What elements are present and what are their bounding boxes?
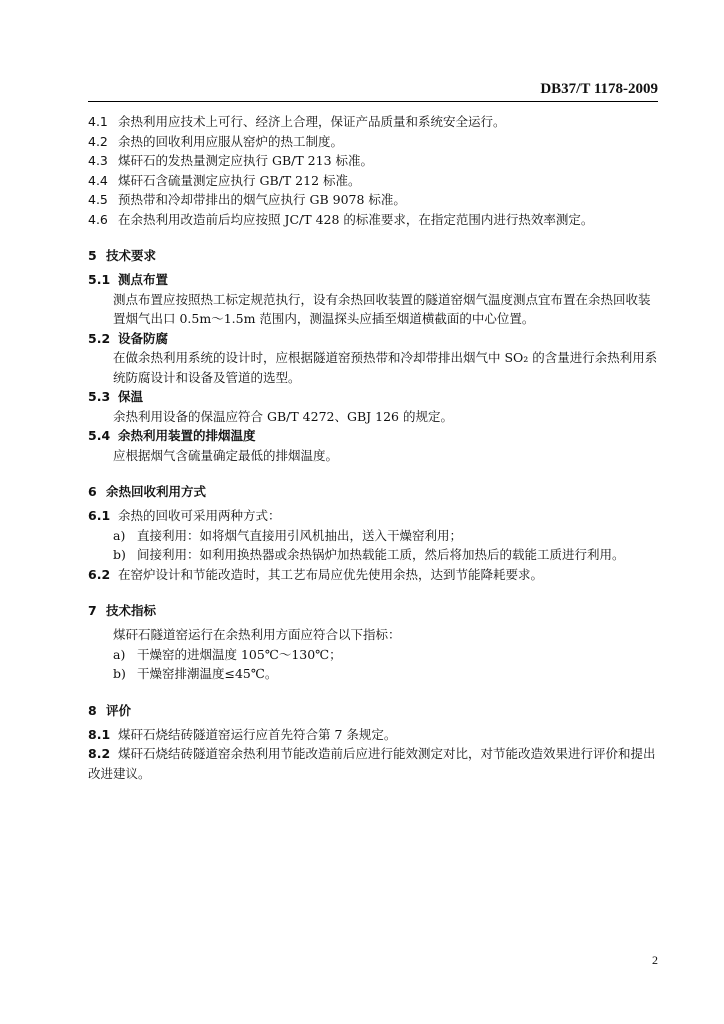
chapter-7-heading: 7 技术指标 [88,603,157,618]
chapter-5-heading: 5 技术要求 [88,248,157,263]
clause-8-1: 8.1 煤矸石烧结砖隧道窑运行应首先符合第 7 条规定。 [88,726,397,742]
clause-7-intro: 煤矸石隧道窑运行在余热利用方面应符合以下指标： [113,627,401,642]
clause-4-3: 4.3 煤矸石的发热量测定应执行 GB/T 213 标准。 [88,153,373,168]
section-4-list [88,112,658,229]
clause-4-2: 4.2 余热的回收利用应服从窑炉的热工制度。 [88,133,344,149]
clause-5-1-body: 测点布置应按照热工标定规范执行，设有余热回收装置的隧道窑烟气温度测点宜布置在余热回收装置烟气出口 0.5m～1.5m 范围内，测温探头应插至烟道横截面的中心位置。 [113,291,651,326]
clause-8-2: 8.2 煤矸石烧结砖隧道窑余热利用节能改造前后应进行能效测定对比，对节能改造效果进行评价和提出改进建议。 [88,746,656,781]
list-item: b) 间接利用：如利用换热器或余热锅炉加热载能工质，然后将加热后的载能工质进行利用。 [113,547,625,562]
chapter-8-heading: 8 评价 [88,702,132,718]
document-body [88,112,658,783]
document-code: DB37/T 1178-2009 [540,81,658,97]
clause-5-3-body: 余热利用设备的保温应符合 GB/T 4272、GBJ 126 的规定。 [113,408,453,424]
list-item: a) 直接利用：如将烟气直接用引风机抽出，送入干燥窑利用； [113,527,463,543]
chapter-6-heading: 6 余热回收利用方式 [88,484,207,499]
list-item: a) 干燥窑的进烟温度 105℃～130℃； [113,646,342,662]
clause-4-1: 4.1 余热利用应技术上可行、经济上合理，保证产品质量和系统安全运行。 [88,114,506,129]
clause-5-2-heading: 5.2 设备防腐 [88,330,169,346]
clause-5-2-body: 在做余热利用系统的设计时，应根据隧道窑预热带和冷却带排出烟气中 SO₂ 的含量进行余热利用系统防腐设计和设备及管道的选型。 [113,350,658,385]
clause-6-1: 6.1 余热的回收可采用两种方式： [88,508,281,523]
clause-5-4-body: 应根据烟气含硫量确定最低的排烟温度。 [113,447,339,463]
clause-4-4: 4.4 煤矸石含硫量测定应执行 GB/T 212 标准。 [88,172,361,188]
clause-6-2: 6.2 在窑炉设计和节能改造时，其工艺布局应优先使用余热，达到节能降耗要求。 [88,566,544,582]
clause-5-1-heading: 5.1 测点布置 [88,272,169,287]
clause-4-5: 4.5 预热带和冷却带排出的烟气应执行 GB 9078 标准。 [88,192,406,207]
clause-5-4-heading: 5.4 余热利用装置的排烟温度 [88,428,256,443]
header-rule [88,101,658,102]
page-number: 2 [652,953,658,967]
clause-4-6: 4.6 在余热利用改造前后均应按照 JC/T 428 的标准要求，在指定范围内进行热效率测定。 [88,211,594,227]
clause-5-3-heading: 5.3 保温 [88,389,144,404]
list-item: b) 干燥窑排潮温度≤45℃。 [113,666,278,681]
